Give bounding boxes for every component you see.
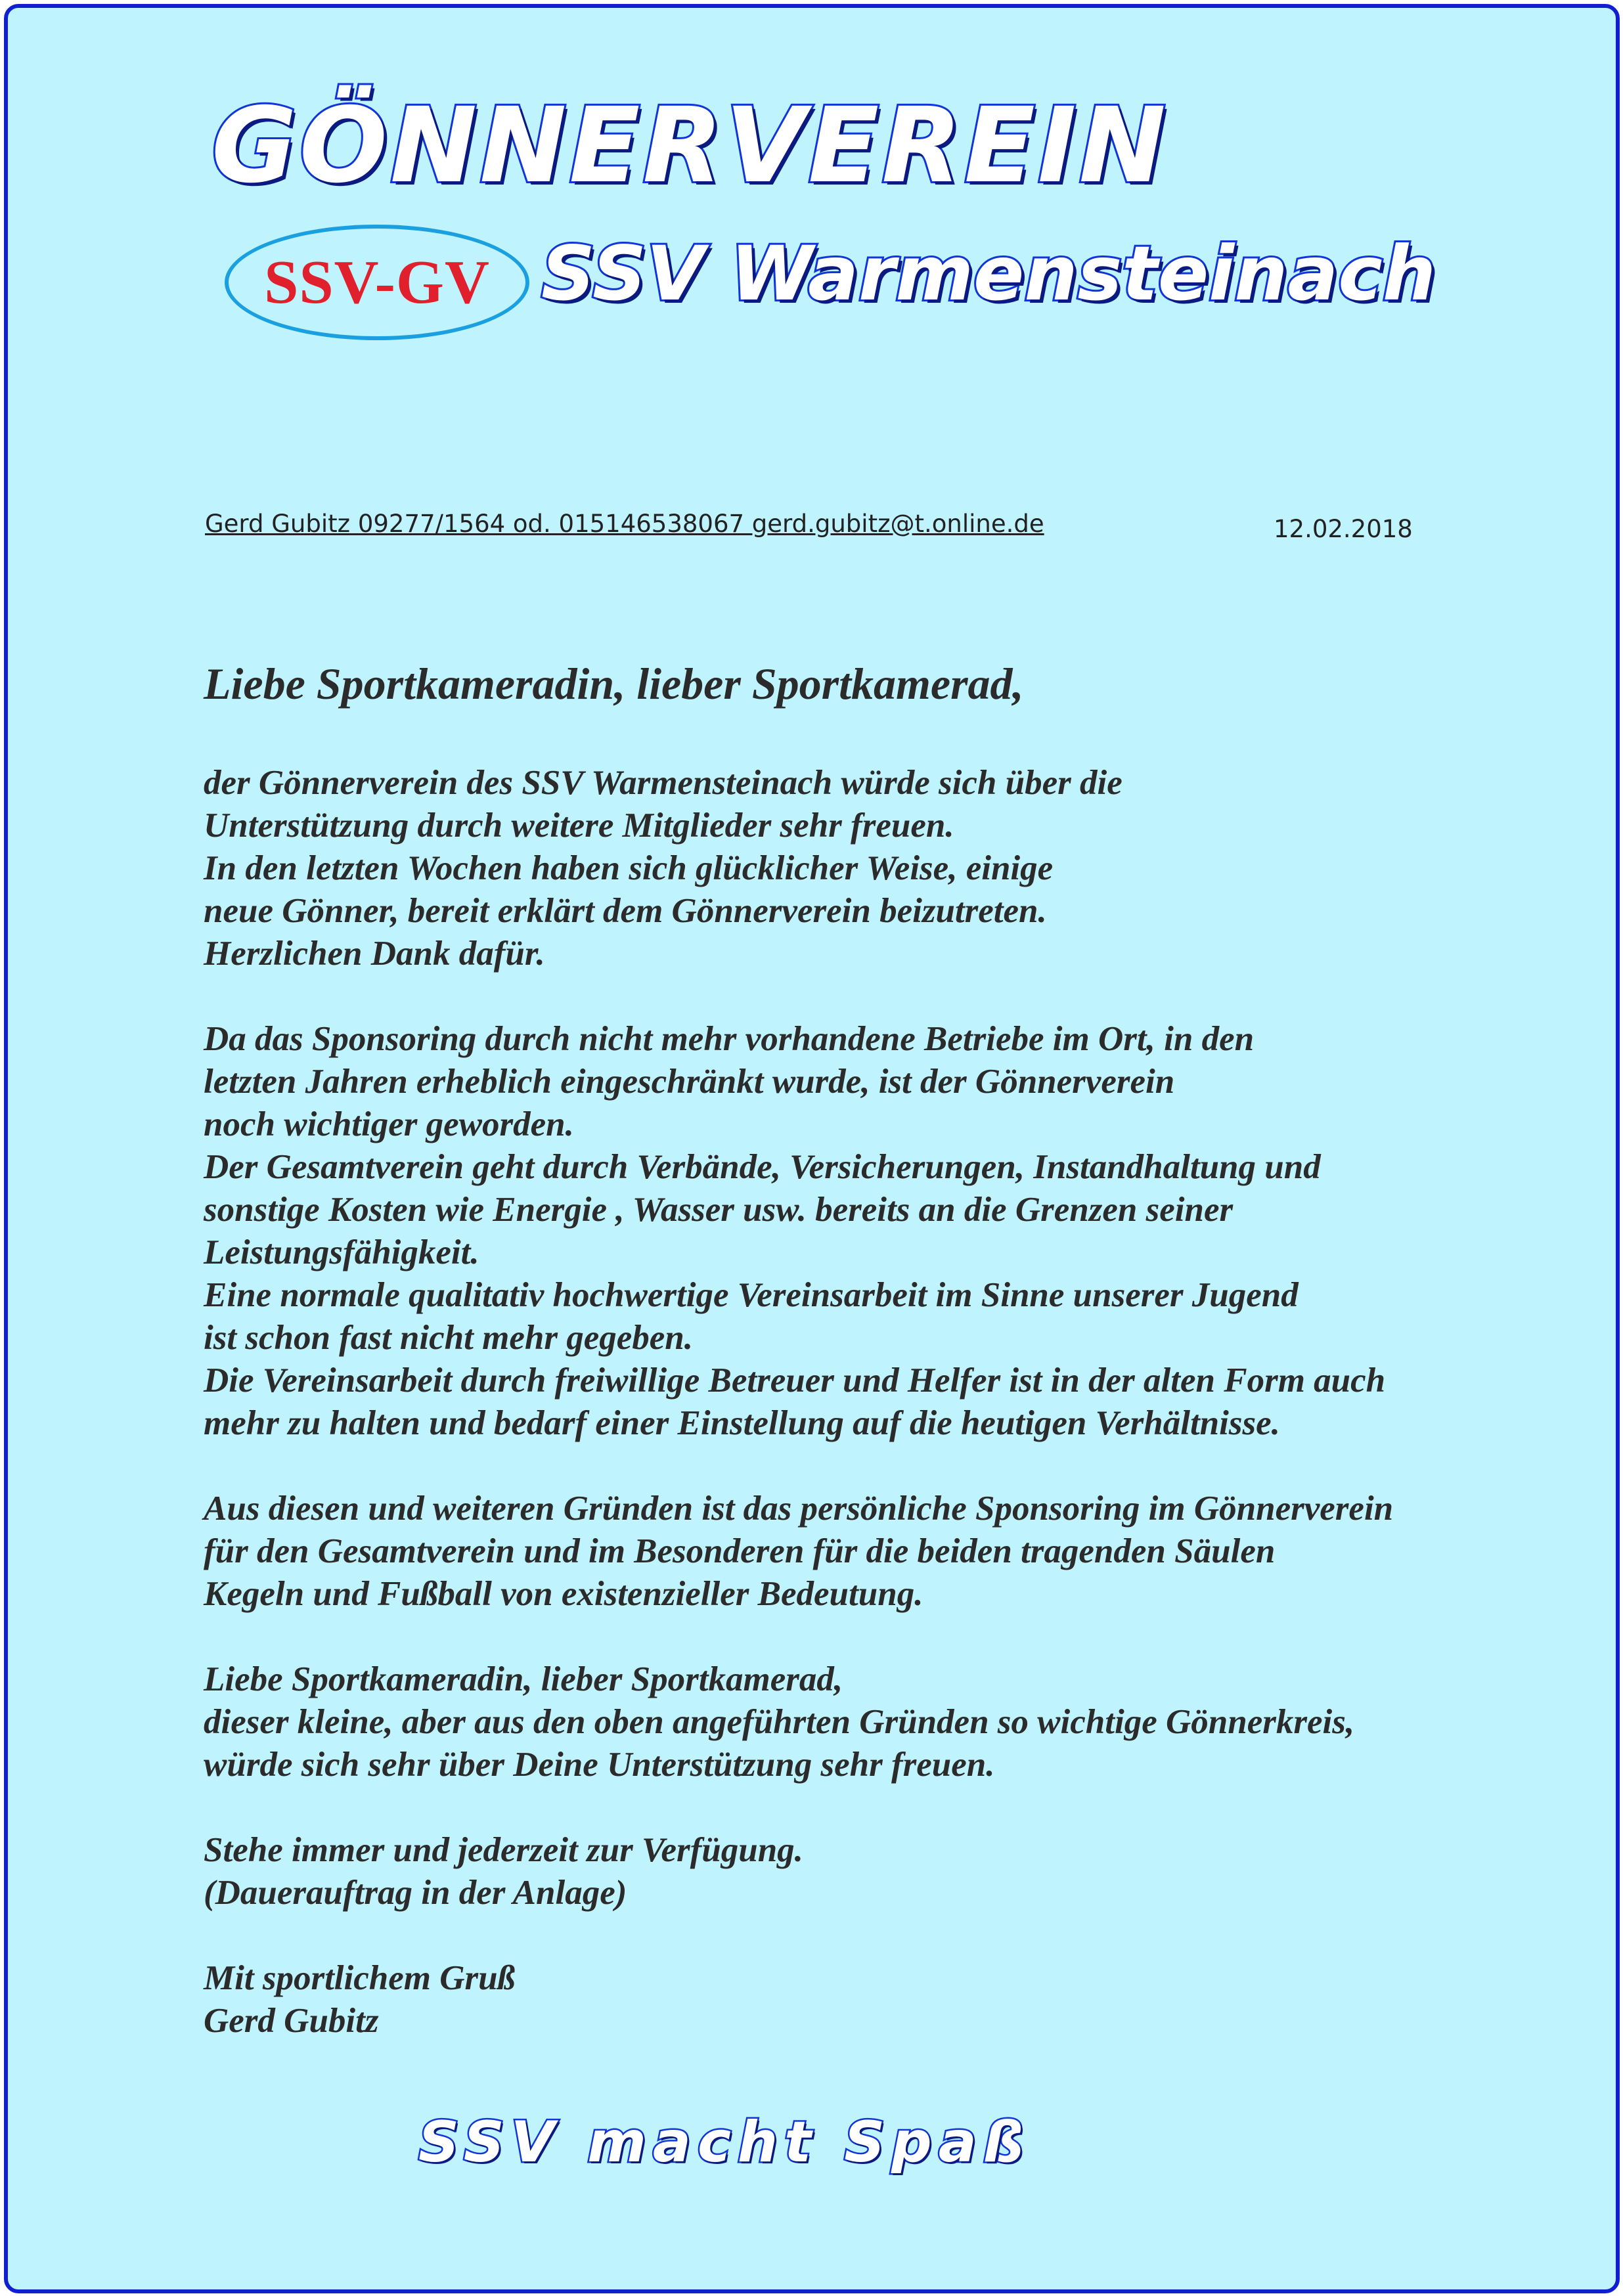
- text-line: Aus diesen und weiteren Gründen ist das persönliche Sponsoring im Gönnerverein: [204, 1490, 1394, 1528]
- letter-page: [4, 4, 1620, 2293]
- text-line: würde sich sehr über Deine Unterstützung sehr freuen.: [204, 1746, 995, 1784]
- text-line: In den letzten Wochen haben sich glücklicher Weise, einige: [204, 849, 1054, 887]
- contact-line: Gerd Gubitz 09277/1564 od. 015146538067 gerd.gubitz@t.online.de: [205, 510, 1044, 538]
- text-line: mehr zu halten und bedarf einer Einstellung auf die heutigen Verhältnisse.: [204, 1404, 1280, 1442]
- text-line: Leistungsfähigkeit.: [204, 1233, 479, 1271]
- paragraph: [204, 1018, 1583, 1445]
- letter-body: [204, 762, 1583, 2085]
- paragraph: [204, 1829, 1583, 1914]
- text-line: noch wichtiger geworden.: [204, 1105, 574, 1143]
- logo-text: SSV-GV: [264, 248, 490, 317]
- text-line: Da das Sponsoring durch nicht mehr vorhandene Betriebe im Ort, in den: [204, 1020, 1255, 1058]
- letter-date: 12.02.2018: [1274, 515, 1413, 543]
- text-line: Stehe immer und jederzeit zur Verfügung.: [204, 1831, 803, 1869]
- footer-slogan: SSV macht Spaß: [418, 2109, 1031, 2175]
- paragraph: [204, 1658, 1583, 1786]
- text-line: (Dauerauftrag in der Anlage): [204, 1874, 627, 1912]
- text-line: der Gönnerverein des SSV Warmensteinach würde sich über die: [204, 764, 1123, 802]
- paragraph: [204, 1488, 1583, 1616]
- text-line: Herzlichen Dank dafür.: [204, 935, 545, 973]
- ssv-gv-logo: [225, 225, 529, 340]
- text-line: Eine normale qualitativ hochwertige Vereinsarbeit im Sinne unserer Jugend: [204, 1276, 1299, 1314]
- text-line: Liebe Sportkameradin, lieber Sportkamerad,: [204, 1660, 843, 1698]
- text-line: sonstige Kosten wie Energie , Wasser usw. bereits an die Grenzen seiner: [204, 1191, 1234, 1229]
- paragraph: [204, 762, 1583, 975]
- text-line: für den Gesamtverein und im Besonderen für die beiden tragenden Säulen: [204, 1532, 1276, 1570]
- signature-block: [204, 1957, 1583, 2042]
- closing-line: Mit sportlichem Gruß: [204, 1959, 516, 1997]
- text-line: dieser kleine, aber aus den oben angeführten Gründen so wichtige Gönnerkreis,: [204, 1703, 1355, 1741]
- text-line: Die Vereinsarbeit durch freiwillige Betreuer und Helfer ist in der alten Form auch: [204, 1361, 1386, 1400]
- signature-name: Gerd Gubitz: [204, 2002, 379, 2040]
- club-title: GÖNNERVEREIN: [211, 85, 1168, 206]
- club-subtitle: SSV Warmensteinach: [541, 230, 1436, 317]
- text-line: neue Gönner, bereit erklärt dem Gönnerverein beizutreten.: [204, 892, 1047, 930]
- text-line: Der Gesamtverein geht durch Verbände, Versicherungen, Instandhaltung und: [204, 1148, 1321, 1186]
- text-line: ist schon fast nicht mehr gegeben.: [204, 1319, 694, 1357]
- text-line: Unterstützung durch weitere Mitglieder sehr freuen.: [204, 806, 954, 845]
- greeting: Liebe Sportkameradin, lieber Sportkamerad,: [204, 659, 1024, 709]
- text-line: Kegeln und Fußball von existenzieller Bedeutung.: [204, 1575, 923, 1613]
- text-line: letzten Jahren erheblich eingeschränkt wurde, ist der Gönnerverein: [204, 1063, 1175, 1101]
